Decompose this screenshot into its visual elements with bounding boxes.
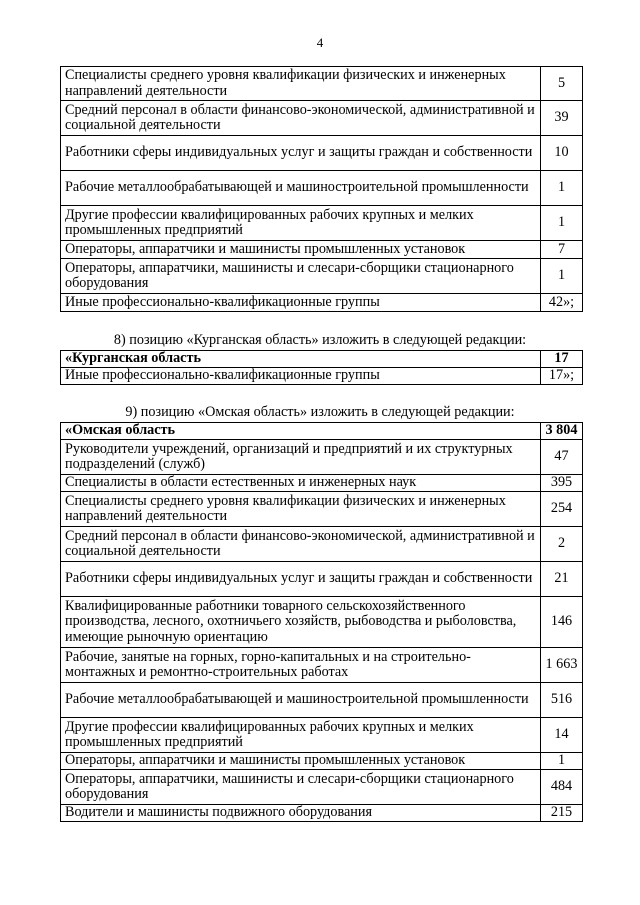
row-label: Другие профессии квалифицированных рабочих крупных и мелких промышленных предприятий [61,206,541,241]
table-header-row [61,351,583,368]
table-row [61,648,583,683]
table-row [61,368,583,385]
table-row [61,805,583,822]
table-row [61,718,583,753]
table-row [61,753,583,770]
table-kurgan [60,350,583,385]
row-value: 1 [541,753,583,770]
table-row [61,597,583,648]
row-label: Квалифицированные работники товарного сельскохозяйственного производства, лесного, охотничьего хозяйств, рыбоводства и рыболовства, имеющие рыночную ориентацию [61,597,541,648]
row-value: 14 [541,718,583,753]
row-label: Иные профессионально-квалификационные группы [61,294,541,312]
row-value: 215 [541,805,583,822]
page-number: 4 [316,35,324,50]
row-label: Специалисты среднего уровня квалификации физических и инженерных направлений деятельности [61,492,541,527]
table-row [61,206,583,241]
row-value: 484 [541,770,583,805]
row-label: Иные профессионально-квалификационные группы [61,368,541,385]
row-label: Рабочие металлообрабатывающей и машиностроительной промышленности [61,171,541,206]
table-row [61,67,583,101]
row-value: 39 [541,101,583,136]
row-label: Операторы, аппаратчики и машинисты промышленных установок [61,241,541,259]
table-row [61,683,583,718]
row-value: 1 [541,171,583,206]
table-row [61,770,583,805]
table-omsk [60,422,583,822]
row-value: 516 [541,683,583,718]
region-total: 3 804 [541,423,583,440]
row-value: 1 [541,206,583,241]
table-row [61,171,583,206]
row-value: 1 [541,259,583,294]
table-row [61,562,583,597]
row-label: Специалисты в области естественных и инженерных наук [61,475,541,492]
row-label: Средний персонал в области финансово-экономической, административной и социальной деятельности [61,101,541,136]
table-row [61,440,583,475]
table-row [61,527,583,562]
region-name: «Омская область [61,423,541,440]
row-label: Рабочие металлообрабатывающей и машиностроительной промышленности [61,683,541,718]
row-label: Рабочие, занятые на горных, горно-капитальных и на строительно-монтажных и ремонтно-строительных работах [61,648,541,683]
table-row [61,259,583,294]
table-row [61,101,583,136]
row-label: Другие профессии квалифицированных рабочих крупных и мелких промышленных предприятий [61,718,541,753]
table-row [61,475,583,492]
row-value: 395 [541,475,583,492]
row-value: 146 [541,597,583,648]
row-label: Водители и машинисты подвижного оборудования [61,805,541,822]
table-continued [60,66,583,312]
table-row [61,492,583,527]
row-value: 47 [541,440,583,475]
row-label: Руководители учреждений, организаций и предприятий и их структурных подразделений (служб) [61,440,541,475]
row-label: Операторы, аппаратчики, машинисты и слесари-сборщики стационарного оборудования [61,770,541,805]
section-8-intro: 8) позицию «Курганская область» изложить в следующей редакции: [113,332,527,348]
row-value: 254 [541,492,583,527]
section-9-intro: 9) позицию «Омская область» изложить в следующей редакции: [125,404,515,420]
table-row [61,136,583,171]
row-value: 17»; [541,368,583,385]
row-value: 7 [541,241,583,259]
row-value: 10 [541,136,583,171]
row-value: 2 [541,527,583,562]
row-label: Операторы, аппаратчики и машинисты промышленных установок [61,753,541,770]
row-value: 1 663 [541,648,583,683]
table-row [61,241,583,259]
row-label: Специалисты среднего уровня квалификации физических и инженерных направлений деятельности [61,67,541,101]
row-label: Работники сферы индивидуальных услуг и защиты граждан и собственности [61,136,541,171]
region-total: 17 [541,351,583,368]
table-header-row [61,423,583,440]
row-label: Работники сферы индивидуальных услуг и защиты граждан и собственности [61,562,541,597]
table-row [61,294,583,312]
region-name: «Курганская область [61,351,541,368]
row-value: 21 [541,562,583,597]
row-value: 42»; [541,294,583,312]
row-label: Операторы, аппаратчики, машинисты и слесари-сборщики стационарного оборудования [61,259,541,294]
row-label: Средний персонал в области финансово-экономической, административной и социальной деятельности [61,527,541,562]
row-value: 5 [541,67,583,101]
